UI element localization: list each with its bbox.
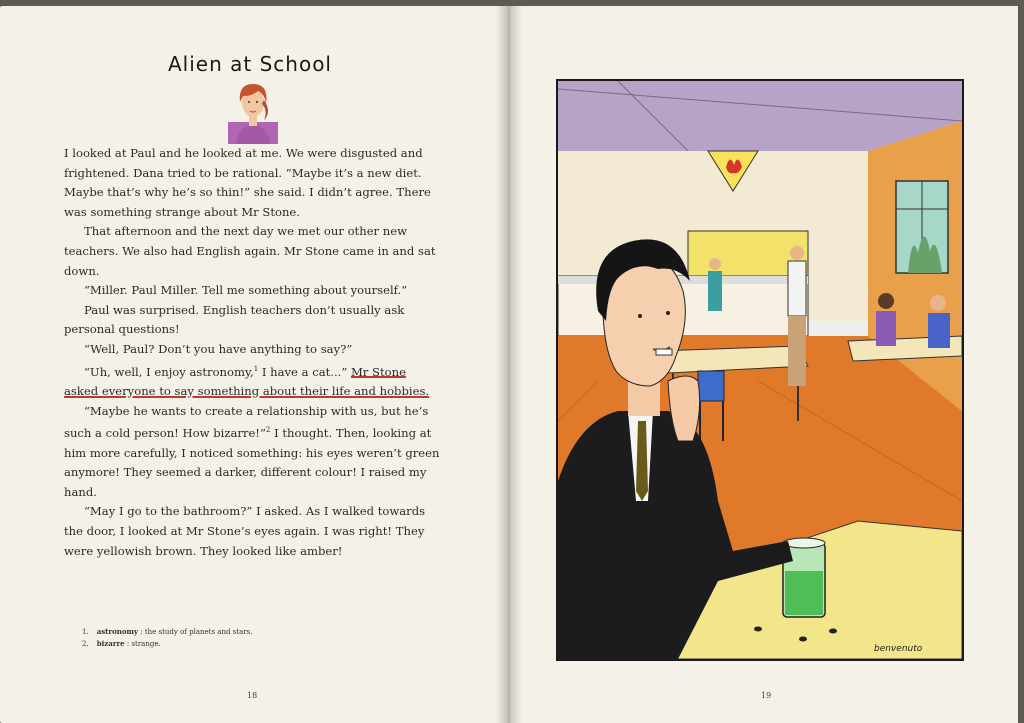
footnote-term: astronomy: [96, 627, 138, 636]
footnote: [82, 626, 442, 638]
paragraph: I looked at Paul and he looked at me. We were disgusted and frightened. Dana tried to be rational. “Maybe it’s a new diet. Maybe that’s why he’s so thin!” she said. I didn’t agree. There was something strange about Mr Stone.: [64, 146, 431, 219]
artist-signature: benvenuto: [874, 644, 923, 654]
paragraph-text: I have a cat...”: [261, 364, 348, 379]
paragraph: Paul was surprised. English teachers don’t usually ask personal questions!: [64, 302, 405, 337]
story-text: [64, 144, 442, 561]
paragraph-text: “Maybe he wants to create a relationship with us, but he’s such a cold person! How bizarre!”: [64, 403, 429, 441]
footnote-term: bizarre: [96, 639, 125, 648]
footnote-number: 1.: [82, 628, 89, 636]
paragraph: [64, 402, 442, 503]
footnote-definition: : the study of planets and stars.: [140, 628, 253, 636]
paragraph-text: I thought. Then, looking at him more carefully, I noticed something: his eyes weren’t green anymore! They seemed a darker, different colour! I raised my hand.: [64, 426, 440, 499]
footnote: [82, 638, 442, 650]
footnote-number: 2.: [82, 640, 89, 648]
paragraph: That afternoon and the next day we met our other new teachers. We also had English again. Mr Stone came in and sat down.: [64, 224, 436, 278]
footnote-definition: : strange.: [126, 640, 161, 648]
left-page: [0, 6, 508, 723]
cafeteria-illustration: [556, 79, 964, 661]
footnote-mark: 1: [253, 364, 259, 373]
paragraph-text: “Uh, well, I enjoy astronomy,: [84, 364, 254, 379]
footnotes: [82, 626, 442, 650]
paragraph: [64, 360, 442, 402]
narrator-portrait: [228, 78, 278, 144]
page-number: 19: [761, 691, 772, 700]
page-number: 18: [247, 691, 258, 700]
right-page: [508, 6, 1018, 723]
illustration-art: [558, 81, 962, 659]
paragraph: “Miller. Paul Miller. Tell me something about yourself.”: [84, 283, 408, 298]
footnote-mark: 2: [265, 426, 271, 435]
chapter-title: Alien at School: [168, 52, 332, 76]
underlined-sentence: Mr Stone asked everyone to say something about their life and hobbies.: [64, 364, 430, 398]
paragraph: “Well, Paul? Don’t you have anything to say?”: [84, 341, 353, 356]
paragraph: “May I go to the bathroom?” I asked. As I walked towards the door, I looked at Mr Stone’s eyes again. I was right! They were yellowish brown. They looked like amber!: [64, 504, 426, 558]
